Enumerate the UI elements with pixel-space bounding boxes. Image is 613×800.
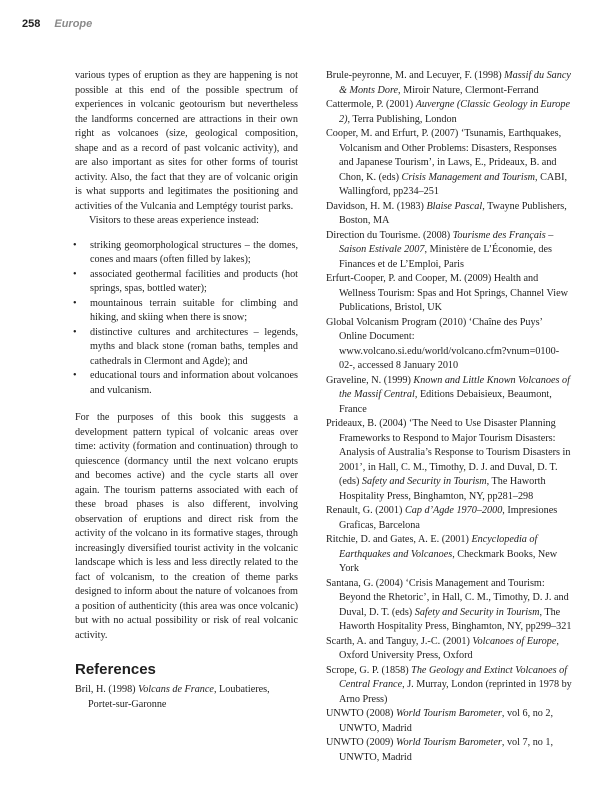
running-head: Europe — [54, 18, 93, 30]
paragraph-spacer — [75, 398, 298, 411]
list-item-text: distinctive cultures and architectures – legends, myths and black stone (roman baths, temples and cathedrals in Clermont and Agde); and — [90, 326, 298, 367]
reference-entry: Davidson, H. M. (1983) Blaise Pascal, Twayne Publishers, Boston, MA — [326, 200, 567, 226]
references-list — [326, 69, 572, 765]
reference-entry: UNWTO (2009) World Tourism Barometer, vol 7, no 1, UNWTO, Madrid — [326, 737, 554, 763]
reference-entry: Global Volcanism Program (2010) ‘Chaîne des Puys’ Online Document: www.volcano.si.edu/world/volcano.cfm?vnum=0100-02-, accessed 8 January 2010 — [326, 316, 560, 371]
reference-entry: Cattermole, P. (2001) Auvergne (Classic Geology in Europe 2), Terra Publishing, London — [326, 99, 570, 125]
reference-entry: Scarth, A. and Tanguy, J.-C. (2001) Volcanoes of Europe, Oxford University Press, Oxford — [326, 635, 559, 661]
reference-entry: Prideaux, B. (2004) ‘The Need to Use Disaster Planning Frameworks to Respond to Major Tourism Disasters: Analysis of Australia’s Response to Tourism Disasters in 2001’, in Hall, C. M., Timothy, D. J. and Duval, D. T. (eds) Safety and Security in Tourism, The Haworth Hospitality Press, Binghamton, NY, pp281–298 — [326, 418, 571, 502]
list-item — [75, 369, 298, 398]
bullet-list — [75, 239, 298, 399]
body-paragraph: Visitors to these areas experience instead: — [89, 215, 259, 226]
reference-entry: UNWTO (2008) World Tourism Barometer, vol 6, no 2, UNWTO, Madrid — [326, 708, 554, 734]
body-paragraph: various types of eruption as they are happening is not possible at this end of the possible spectrum of experiences in volcanic geotourism but nevertheless the landforms concerned are attractions in their own right as volcanoes (size, geological composition, shape and as a record of past volcanic activity), and are also important as sites for other forms of tourist activity. Also, the fact that they are of volcanic origin is what supports and legitimates the positioning and activities of the Vulcania and Lemptégy tourist parks. — [75, 70, 298, 212]
reference-entry: Scrope, G. P. (1858) The Geology and Extinct Volcanoes of Central France, J. Murray, London (reprinted in 1978 by Arno Press) — [326, 664, 572, 705]
bullet-icon: • — [73, 239, 77, 251]
bullet-icon: • — [73, 268, 77, 280]
reference-entry: Erfurt-Cooper, P. and Cooper, M. (2009) Health and Wellness Tourism: Spas and Hot Springs, Channel View Publications, Bristol, UK — [326, 273, 568, 313]
bullet-icon: • — [73, 297, 77, 309]
bullet-icon: • — [73, 326, 77, 338]
list-item-text: educational tours and information about volcanoes and vulcanism. — [90, 370, 298, 396]
references-heading: References — [75, 661, 156, 678]
reference-entry: Renault, G. (2001) Cap d’Agde 1970–2000, Impresiones Graficas, Barcelona — [326, 505, 558, 531]
body-paragraph: For the purposes of this book this suggests a development pattern typical of volcanic areas over time: activity (formation and continuation) through to quiescence (dormancy until the next volcano erupts and becomes active) and the cycle starts all over again. The tourism patterns associated with each of these broad phases is also different, involving observation of eruptions and direct risk from the activity of the volcano in its formative stages, through increasingly diversified tourist activity in the volcanic landscape which is less and less directly related to the fact of volcanism, to the creation of theme parks designed to inform about the nature of volcanoes from a position of authenticity (this area was once volcanic) but with no actual possibility or risk of real volcanic activity. — [75, 412, 298, 641]
reference-entry: Direction du Tourisme. (2008) Tourisme des Français – Saison Estivale 2007, Ministère de L’Économie, des Finances et de L’Emploi, Paris — [326, 229, 554, 270]
reference-entry: Bril, H. (1998) Volcans de France, Loubatieres, Portet-sur-Garonne — [75, 684, 270, 710]
list-item — [75, 268, 298, 297]
left-column — [75, 69, 298, 712]
reference-entry: Cooper, M. and Erfurt, P. (2007) ‘Tsunamis, Earthquakes, Volcanism and Other Problems: Disasters, Responses and Japanese Tourism’, in Laws, E., Prideaux, B. and Chon, K. (eds) Crisis Management and Tourism, CABI, Wallingford, pp234–251 — [326, 128, 568, 197]
reference-entry: Graveline, N. (1999) Known and Little Known Volcanoes of the Massif Central, Editions Debaisieux, Beaumont, France — [326, 374, 570, 415]
reference-entry: Santana, G. (2004) ‘Crisis Management and Tourism: Beyond the Rhetoric’, in Hall, C. M., Timothy, D. J. and Duval, D. T. (eds) Safety and Security in Tourism, The Haworth Hospitality Press, Binghamton, NY, pp299–321 — [326, 577, 572, 632]
list-item — [75, 239, 298, 268]
reference-entry: Brule-peyronne, M. and Lecuyer, F. (1998) Massif du Sancy & Monts Dore, Miroir Nature, Clermont-Ferrand — [326, 70, 571, 96]
page-header — [22, 16, 92, 32]
list-item — [75, 326, 298, 370]
page-number: 258 — [22, 18, 41, 30]
bullet-icon: • — [73, 370, 77, 381]
list-item-text: associated geothermal facilities and products (hot springs, spas, bottled water); — [90, 268, 298, 294]
list-item-text: striking geomorphological structures – the domes, cones and maars (often filled by lakes); — [90, 239, 298, 265]
reference-entry: Ritchie, D. and Gates, A. E. (2001) Encyclopedia of Earthquakes and Volcanoes, Checkmark Books, New York — [326, 534, 558, 574]
list-item — [75, 297, 298, 326]
list-item-text: mountainous terrain suitable for climbing and hiking, and skiing when there is snow; — [90, 297, 298, 323]
